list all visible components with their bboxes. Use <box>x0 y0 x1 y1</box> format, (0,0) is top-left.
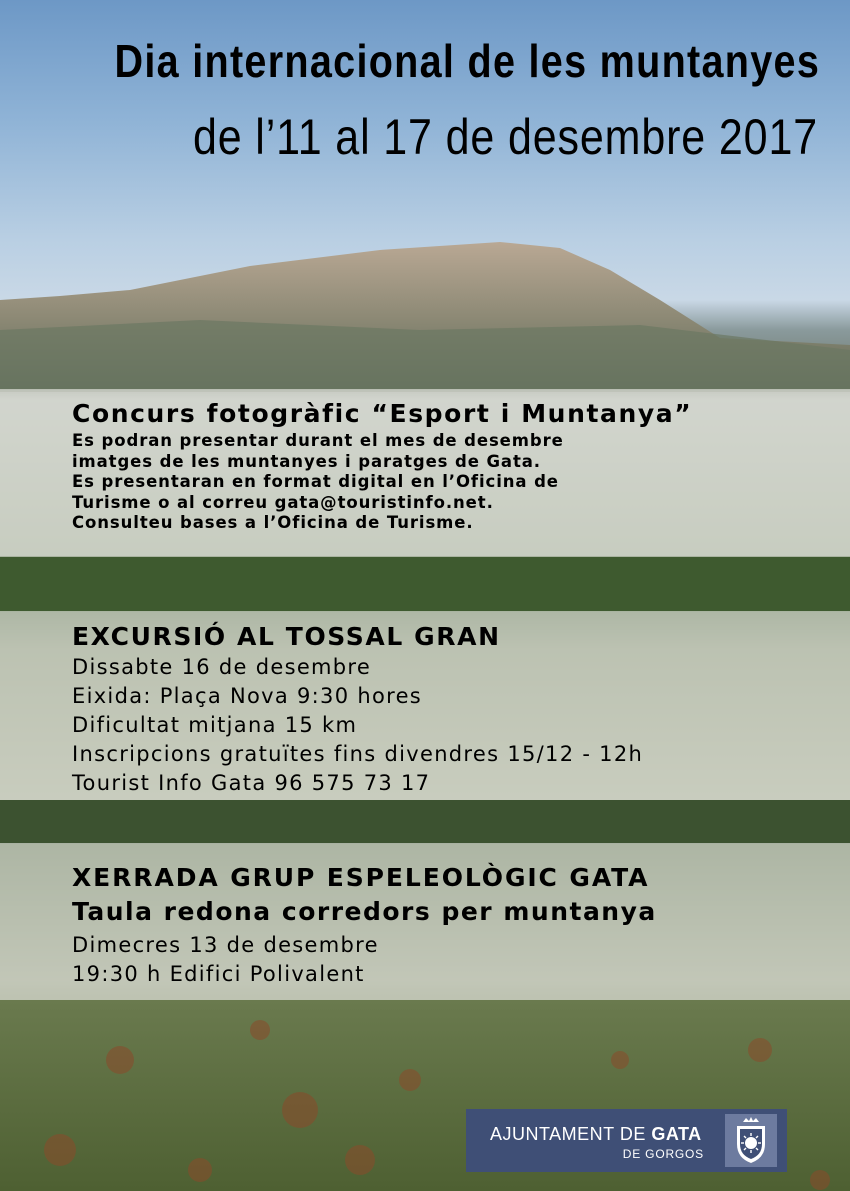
talk-subheading: Taula redona corredors per muntanya <box>72 897 657 926</box>
contest-body <box>72 431 564 534</box>
logo-prefix: AJUNTAMENT DE <box>490 1124 652 1144</box>
talk-date: Dimecres 13 de desembre <box>72 933 379 957</box>
contest-line: Turisme o al correu gata@touristinfo.net. <box>72 492 494 512</box>
contest-line: Es presentaran en format digital en l’Oficina de <box>72 472 559 491</box>
contest-section <box>0 389 850 557</box>
talk-time-place: 19:30 h Edifici Polivalent <box>72 962 365 986</box>
excursion-section <box>0 611 850 800</box>
talk-details <box>72 931 379 989</box>
excursion-heading: EXCURSIÓ AL TOSSAL GRAN <box>72 622 501 651</box>
logo-sub: DE GORGOS <box>622 1147 704 1161</box>
excursion-difficulty: Dificultat mitjana 15 km <box>72 713 358 737</box>
contest-line: Consulteu bases a l’Oficina de Turisme. <box>72 513 474 532</box>
town-crest-icon <box>725 1114 777 1167</box>
talk-section <box>0 843 850 1000</box>
logo-name <box>490 1124 702 1145</box>
contest-line: imatges de les muntanyes i paratges de Gata. <box>72 451 541 471</box>
excursion-registration: Inscripcions gratuïtes fins divendres 15/12 - 12h <box>72 742 644 766</box>
logo-town: GATA <box>651 1124 702 1144</box>
excursion-departure: Eixida: Plaça Nova 9:30 hores <box>72 684 423 708</box>
excursion-contact: Tourist Info Gata 96 575 73 17 <box>72 771 431 795</box>
excursion-date: Dissabte 16 de desembre <box>72 655 372 679</box>
talk-heading: XERRADA GRUP ESPELEOLÒGIC GATA <box>72 863 650 892</box>
town-council-logo <box>466 1109 787 1172</box>
poster-title: Dia internacional de les muntanyes <box>114 35 821 87</box>
contest-line: Es podran presentar durant el mes de desembre <box>72 431 564 450</box>
poster-dates: de l’11 al 17 de desembre 2017 <box>192 109 818 165</box>
contest-heading: Concurs fotogràfic “Esport i Muntanya” <box>72 399 693 428</box>
excursion-details <box>72 653 643 798</box>
